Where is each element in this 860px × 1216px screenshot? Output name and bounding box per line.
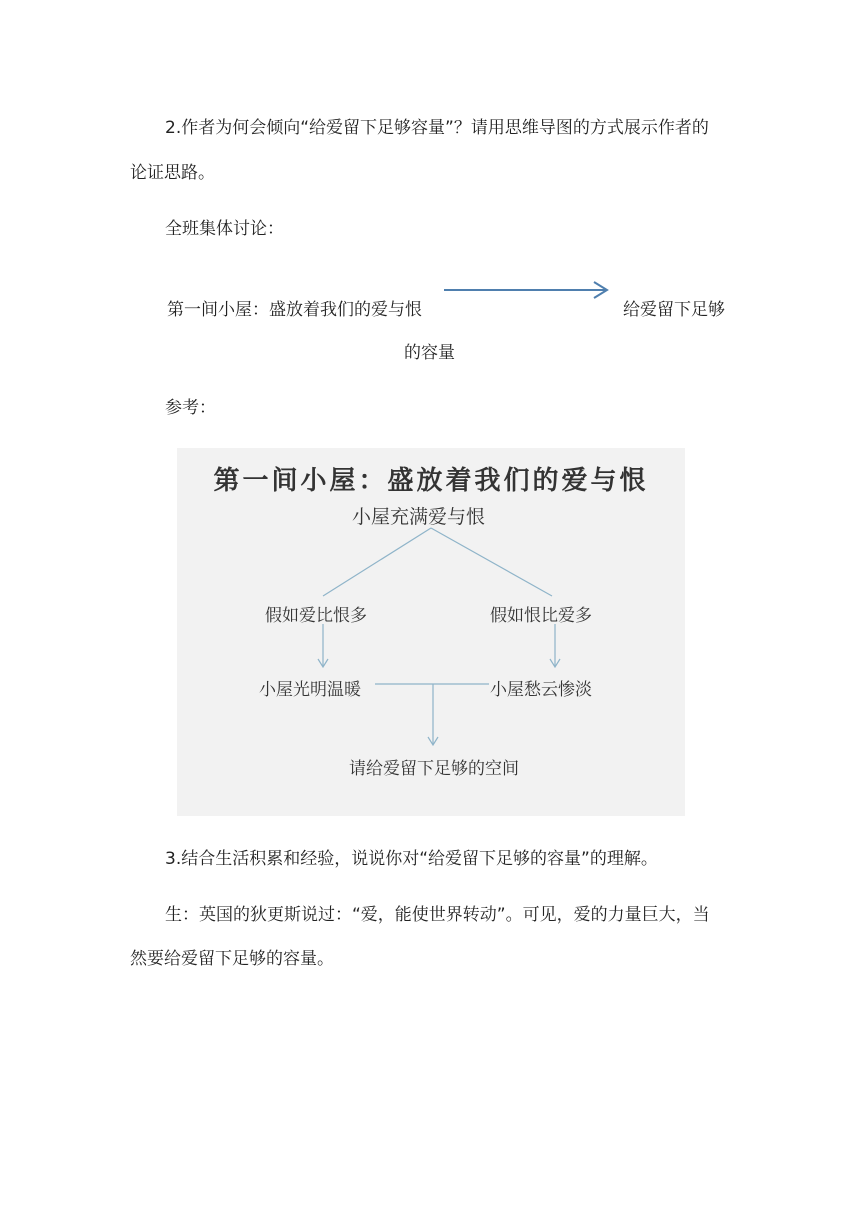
reference-label: 参考： (165, 398, 216, 418)
mindmap-figure (177, 448, 685, 816)
question3: 3.结合生活积累和经验，说说你对“给爱留下足够的容量”的理解。 (165, 849, 658, 869)
mindmap-left-result: 小屋光明温暖 (259, 680, 361, 700)
question2-line2: 论证思路。 (130, 163, 215, 183)
mindmap-title: 第一间小屋：盛放着我们的爱与恨 (213, 466, 649, 496)
mindmap-root-node: 小屋充满爱与恨 (352, 506, 486, 528)
mindmap-conclusion: 请给爱留下足够的空间 (349, 759, 519, 779)
question2-line1: 2.作者为何会倾向“给爱留下足够容量”？请用思维导图的方式展示作者的 (165, 118, 709, 138)
student-answer-line2: 然要给爱留下足够的容量。 (130, 949, 334, 969)
flow-right-text: 给爱留下足够 (623, 300, 725, 320)
mindmap-right-branch: 假如恨比爱多 (490, 606, 592, 626)
mindmap-right-result: 小屋愁云惨淡 (490, 680, 592, 700)
discussion-label: 全班集体讨论： (165, 219, 284, 239)
flow-left-text: 第一间小屋：盛放着我们的爱与恨 (167, 300, 422, 320)
student-answer-line1: 生：英国的狄更斯说过：“爱，能使世界转动”。可见，爱的力量巨大，当 (165, 905, 710, 925)
mindmap-left-branch: 假如爱比恨多 (265, 606, 367, 626)
flow-arrow (442, 280, 612, 300)
flow-continuation: 的容量 (404, 343, 455, 363)
